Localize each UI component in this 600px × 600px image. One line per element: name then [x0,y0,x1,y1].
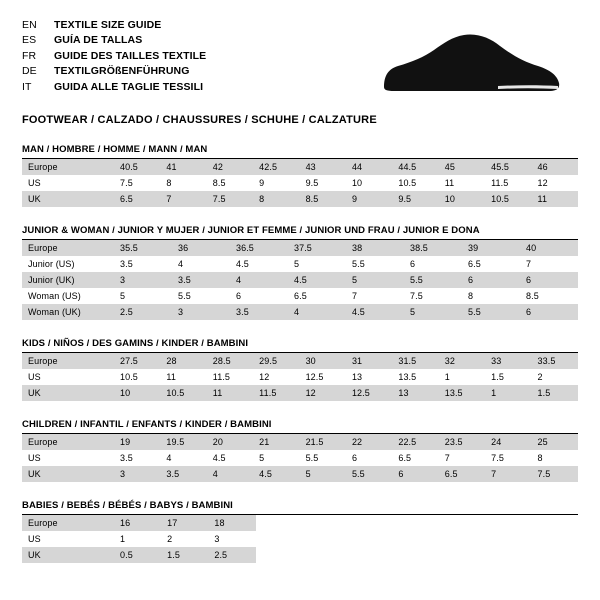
size-cell: 5 [404,304,462,320]
row-label: UK [22,547,114,563]
row-label: Europe [22,434,114,450]
size-cell: 10.5 [485,191,531,207]
size-cell: 1.5 [161,547,208,563]
size-cell: 3.5 [230,304,288,320]
language-code: DE [22,65,37,78]
size-cell: 7.5 [404,288,462,304]
size-cell: 27.5 [114,353,160,369]
size-cell: 36.5 [230,240,288,256]
language-row [22,33,206,48]
table-row [22,353,578,369]
size-cell: 11 [532,191,578,207]
size-cell: 11 [439,175,485,191]
size-cell: 6.5 [392,450,438,466]
size-cell: 5 [253,450,299,466]
size-cell: 7 [485,466,531,482]
language-title: GUÍA DE TALLAS [54,34,143,47]
size-cell: 19 [114,434,160,450]
size-cell: 44 [346,159,392,175]
size-cell: 12.5 [346,385,392,401]
table-row [22,531,256,547]
row-label: US [22,531,114,547]
size-cell: 5 [346,272,404,288]
size-cell: 12 [253,369,299,385]
size-cell: 7.5 [114,175,160,191]
size-cell: 45 [439,159,485,175]
size-cell: 8 [462,288,520,304]
size-cell: 4 [207,466,253,482]
size-cell: 4.5 [207,450,253,466]
size-cell: 12 [300,385,346,401]
size-cell: 29.5 [253,353,299,369]
size-cell: 9.5 [392,191,438,207]
row-label: Woman (US) [22,288,114,304]
row-label: Junior (UK) [22,272,114,288]
size-group-title: KIDS / NIÑOS / DES GAMINS / KINDER / BAMBINI [22,338,578,353]
size-cell: 28.5 [207,353,253,369]
table-row [22,450,578,466]
table-row [22,369,578,385]
size-group [22,144,578,207]
size-cell: 7.5 [532,466,578,482]
size-cell: 33.5 [532,353,578,369]
size-cell: 8.5 [520,288,578,304]
size-cell: 5.5 [404,272,462,288]
size-group-title: JUNIOR & WOMAN / JUNIOR Y MUJER / JUNIOR ET FEMME / JUNIOR UND FRAU / JUNIOR E DONA [22,225,578,240]
size-cell: 5.5 [462,304,520,320]
page-header [22,18,578,100]
size-cell: 17 [161,515,208,531]
size-cell: 32 [439,353,485,369]
size-cell: 5.5 [172,288,230,304]
row-label: US [22,175,114,191]
size-cell: 10.5 [392,175,438,191]
size-cell: 6 [230,288,288,304]
size-cell: 35.5 [114,240,172,256]
size-cell: 8 [532,450,578,466]
size-cell: 11 [207,385,253,401]
size-cell: 8.5 [207,175,253,191]
size-table [22,159,578,207]
size-cell: 4.5 [346,304,404,320]
size-cell: 10.5 [114,369,160,385]
size-group-title: MAN / HOMBRE / HOMME / MANN / MAN [22,144,578,159]
size-cell: 21 [253,434,299,450]
size-cell: 11.5 [253,385,299,401]
size-cell: 4 [160,450,206,466]
size-cell: 10.5 [160,385,206,401]
size-table [22,353,578,401]
size-cell: 6 [462,272,520,288]
language-row [22,64,206,79]
size-cell: 3.5 [160,466,206,482]
size-cell: 6 [392,466,438,482]
size-cell: 6 [520,272,578,288]
size-cell: 44.5 [392,159,438,175]
size-cell: 6 [346,450,392,466]
size-cell: 7.5 [207,191,253,207]
size-cell: 7 [346,288,404,304]
size-cell: 1.5 [532,385,578,401]
table-row [22,175,578,191]
size-cell: 2 [161,531,208,547]
size-cell: 10 [346,175,392,191]
table-row [22,159,578,175]
size-group-title: BABIES / BEBÉS / BÉBÉS / BABYS / BAMBINI [22,500,578,515]
language-title: TEXTILE SIZE GUIDE [54,19,162,31]
row-label: Europe [22,515,114,531]
size-cell: 3 [172,304,230,320]
size-cell: 37.5 [288,240,346,256]
row-label: Europe [22,353,114,369]
size-cell: 8.5 [300,191,346,207]
size-cell: 7 [160,191,206,207]
row-label: Woman (UK) [22,304,114,320]
size-cell: 46 [532,159,578,175]
language-code: IT [22,80,32,93]
size-cell: 3.5 [172,272,230,288]
size-cell: 22.5 [392,434,438,450]
size-cell: 38 [346,240,404,256]
size-cell: 3.5 [114,256,172,272]
language-code: EN [22,19,37,31]
size-cell: 39 [462,240,520,256]
table-row [22,304,578,320]
size-cell: 40.5 [114,159,160,175]
table-row [22,434,578,450]
language-title: TEXTILGRÖßENFÜHRUNG [54,65,190,78]
size-cell: 10 [439,191,485,207]
size-cell: 12.5 [300,369,346,385]
size-cell: 6.5 [439,466,485,482]
table-row [22,466,578,482]
size-table [22,515,256,563]
category-title: FOOTWEAR / CALZADO / CHAUSSURES / SCHUHE / CALZATURE [22,114,377,126]
size-cell: 12 [532,175,578,191]
size-cell: 13.5 [439,385,485,401]
size-cell: 38.5 [404,240,462,256]
table-row [22,515,256,531]
size-cell: 21.5 [300,434,346,450]
row-label: US [22,369,114,385]
size-cell: 9 [253,175,299,191]
table-row [22,385,578,401]
size-cell: 42.5 [253,159,299,175]
size-cell: 18 [208,515,255,531]
size-cell: 42 [207,159,253,175]
language-code: ES [22,34,37,47]
size-cell: 23.5 [439,434,485,450]
table-row [22,288,578,304]
language-title-list [22,18,206,95]
size-cell: 3 [114,466,160,482]
language-title: GUIDA ALLE TAGLIE TESSILI [54,80,204,93]
language-row [22,18,206,33]
row-label: Junior (US) [22,256,114,272]
size-cell: 8 [160,175,206,191]
size-cell: 31.5 [392,353,438,369]
size-cell: 6 [404,256,462,272]
size-cell: 1.5 [485,369,531,385]
size-cell: 28 [160,353,206,369]
size-cell: 5 [300,466,346,482]
table-row [22,272,578,288]
size-cell: 7 [520,256,578,272]
size-group [22,419,578,482]
size-cell: 7 [439,450,485,466]
size-cell: 2 [532,369,578,385]
size-cell: 11.5 [485,175,531,191]
size-cell: 40 [520,240,578,256]
size-group-title: CHILDREN / INFANTIL / ENFANTS / KINDER / BAMBINI [22,419,578,434]
size-cell: 4.5 [288,272,346,288]
table-row [22,240,578,256]
size-cell: 5.5 [346,256,404,272]
row-label: UK [22,466,114,482]
size-cell: 6.5 [462,256,520,272]
size-cell: 24 [485,434,531,450]
table-row [22,256,578,272]
size-cell: 13.5 [392,369,438,385]
row-label: UK [22,191,114,207]
size-cell: 3 [208,531,255,547]
dress-shoe-icon [370,28,570,100]
size-cell: 1 [485,385,531,401]
size-cell: 9.5 [300,175,346,191]
row-label: Europe [22,240,114,256]
language-code: FR [22,49,37,62]
size-cell: 22 [346,434,392,450]
size-cell: 41 [160,159,206,175]
size-cell: 10 [114,385,160,401]
size-cell: 4.5 [230,256,288,272]
size-cell: 4 [172,256,230,272]
size-cell: 30 [300,353,346,369]
language-row [22,49,206,64]
size-cell: 6 [520,304,578,320]
size-tables-container [22,144,578,563]
size-cell: 3 [114,272,172,288]
table-row [22,547,256,563]
size-cell: 5.5 [346,466,392,482]
size-cell: 13 [392,385,438,401]
size-cell: 5 [114,288,172,304]
size-cell: 7.5 [485,450,531,466]
row-label: US [22,450,114,466]
row-label: Europe [22,159,114,175]
size-cell: 36 [172,240,230,256]
size-cell: 6.5 [288,288,346,304]
size-cell: 4 [230,272,288,288]
size-cell: 6.5 [114,191,160,207]
language-title: GUIDE DES TAILLES TEXTILE [54,49,207,62]
size-cell: 20 [207,434,253,450]
size-cell: 5.5 [300,450,346,466]
language-row [22,80,206,95]
size-cell: 2.5 [208,547,255,563]
size-cell: 4.5 [253,466,299,482]
size-cell: 0.5 [114,547,161,563]
size-cell: 33 [485,353,531,369]
size-cell: 43 [300,159,346,175]
size-table [22,240,578,320]
size-cell: 11.5 [207,369,253,385]
size-cell: 13 [346,369,392,385]
size-cell: 9 [346,191,392,207]
size-cell: 45.5 [485,159,531,175]
size-cell: 11 [160,369,206,385]
size-cell: 31 [346,353,392,369]
size-cell: 3.5 [114,450,160,466]
size-group [22,338,578,401]
size-table [22,434,578,482]
size-cell: 1 [439,369,485,385]
size-cell: 16 [114,515,161,531]
size-cell: 4 [288,304,346,320]
size-cell: 8 [253,191,299,207]
row-label: UK [22,385,114,401]
size-cell: 2.5 [114,304,172,320]
table-row [22,191,578,207]
size-cell: 25 [532,434,578,450]
size-cell: 1 [114,531,161,547]
size-cell: 19.5 [160,434,206,450]
size-group [22,500,578,563]
size-group [22,225,578,320]
size-cell: 5 [288,256,346,272]
